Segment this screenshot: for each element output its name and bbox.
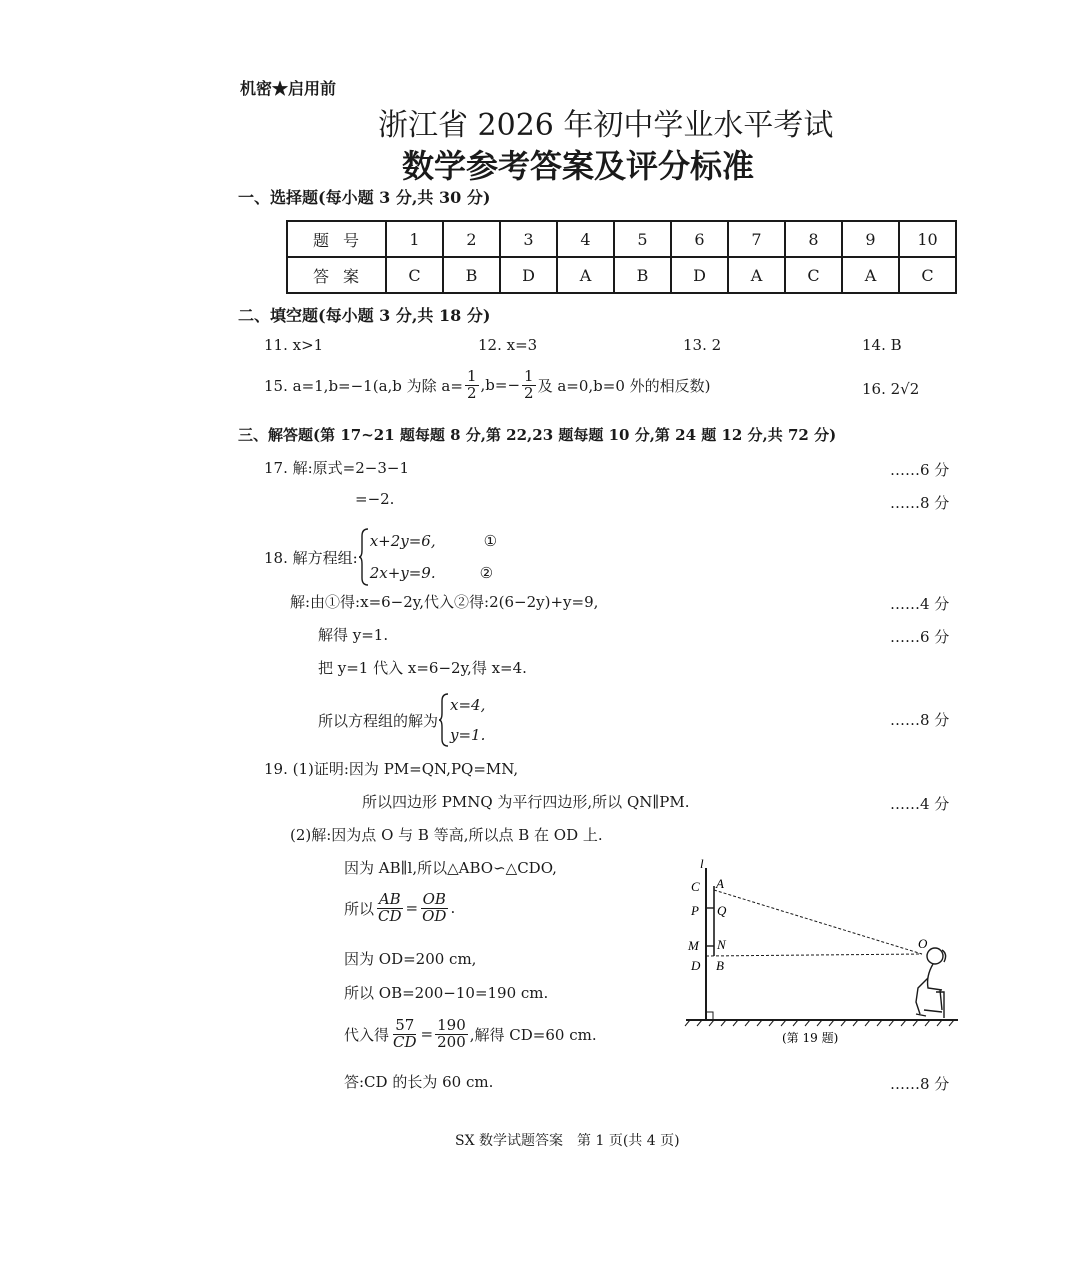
answer-q13: 13. 2: [683, 336, 722, 354]
question-number: 6: [671, 221, 728, 257]
q19-score2: ……8 分: [890, 1075, 950, 1093]
answer-table: [286, 220, 957, 294]
section3-heading: 三、解答题(第 17~21 题每题 8 分,第 22,23 题每题 10 分,第 24 题 12 分,共 72 分): [238, 426, 837, 444]
q19-line2: 所以四边形 PMNQ 为平行四边形,所以 QN∥PM.: [362, 793, 690, 811]
sight-line-oa: [714, 890, 922, 954]
answer-cell: C: [386, 257, 443, 293]
label-q: Q: [717, 903, 727, 918]
sight-line-od: [706, 954, 922, 956]
answer-q14: 14. B: [862, 336, 902, 354]
q18-solution: [318, 690, 485, 750]
page-title: 浙江省 2026 年初中学业水平考试: [378, 108, 834, 143]
q19-answer: 答:CD 的长为 60 cm.: [344, 1073, 494, 1091]
q18-score1: ……4 分: [890, 595, 950, 613]
q15-part3: 及 a=0,b=0 外的相反数): [537, 376, 711, 395]
label-p: P: [691, 903, 699, 918]
page-footer: SX 数学试题答案 第 1 页(共 4 页): [455, 1133, 680, 1149]
answer-q16: 16. 2√2: [862, 380, 920, 398]
q17-line1: 17. 解:原式=2−3−1: [264, 459, 410, 477]
q19-substitution-tail: ,解得 CD=60 cm.: [469, 1025, 597, 1044]
label-a: A: [716, 876, 724, 891]
answer-cell: C: [899, 257, 956, 293]
fraction-ob-od: $\frac{OB}{OD}$: [422, 890, 447, 925]
circled-1-mark: ①: [483, 532, 498, 550]
q18-equation1: x+2y=6,: [369, 532, 436, 550]
q18-label: 18. 解方程组:: [264, 548, 358, 567]
q18-score2: ……6 分: [890, 628, 950, 646]
q15-part2: ,b=−: [480, 376, 521, 395]
answer-cell: A: [842, 257, 899, 293]
q19-line7: 所以 OB=200−10=190 cm.: [344, 984, 549, 1002]
q18-score3: ……8 分: [890, 711, 950, 729]
answer-q11: 11. x>1: [264, 336, 324, 354]
answer-cell: B: [614, 257, 671, 293]
q18-step1: 解:由①得:x=6−2y,代入②得:2(6−2y)+y=9,: [290, 593, 599, 611]
question-number: 10: [899, 221, 956, 257]
label-o: O: [918, 936, 928, 951]
row-label-question: 题号: [287, 221, 386, 257]
q18-step3: 把 y=1 代入 x=6−2y,得 x=4.: [318, 659, 527, 677]
q18-solution-y: y=1.: [450, 726, 486, 744]
section1-heading: 一、选择题(每小题 3 分,共 30 分): [238, 188, 491, 207]
q19-line1: 19. (1)证明:因为 PM=QN,PQ=MN,: [264, 760, 519, 778]
q15-part1: 15. a=1,b=−1(a,b 为除 a=: [264, 376, 463, 395]
label-m: M: [688, 938, 699, 953]
q18-equation2: 2x+y=9.: [369, 564, 436, 582]
answer-cell: D: [671, 257, 728, 293]
answer-q12: 12. x=3: [478, 336, 538, 354]
question-number: 9: [842, 221, 899, 257]
q15-fraction-half: $\frac{1}{2}$: [524, 367, 534, 402]
figure-caption: (第 19 题): [782, 1031, 839, 1045]
confidential-label: 机密★启用前: [240, 79, 337, 98]
q18-step2: 解得 y=1.: [318, 626, 389, 644]
q18-system: [264, 525, 497, 589]
question-number-row: [287, 221, 956, 257]
left-brace-icon: [358, 528, 370, 586]
seated-person-icon: [916, 948, 946, 1018]
fraction-190-200: $\frac{190}{200}$: [437, 1016, 466, 1051]
question-number: 2: [443, 221, 500, 257]
label-b: B: [716, 958, 724, 973]
q17-score2: ……8 分: [890, 494, 950, 512]
q19-substitution-label: 代入得: [344, 1025, 390, 1044]
answer-q15: [264, 369, 711, 402]
question-number: 8: [785, 221, 842, 257]
q19-line6: 因为 OD=200 cm,: [344, 950, 477, 968]
q15-fraction-half: $\frac{1}{2}$: [466, 367, 477, 402]
answer-cell: C: [785, 257, 842, 293]
label-d: D: [691, 958, 701, 973]
q18-solution-x: x=4,: [450, 696, 486, 714]
q19-ratio: 所以 $\frac{AB}{CD}$ = $\frac{OB}{OD}$ .: [344, 890, 456, 925]
answer-row: [287, 257, 956, 293]
q19-figure: [680, 852, 970, 1052]
q19-ratio-label: 所以: [344, 899, 375, 918]
fraction-ab-cd: $\frac{AB}{CD}$: [378, 890, 402, 925]
question-number: 7: [728, 221, 785, 257]
q19-line3: (2)解:因为点 O 与 B 等高,所以点 B 在 OD 上.: [290, 826, 603, 844]
label-n: N: [717, 937, 726, 952]
left-brace-icon: [438, 693, 450, 747]
question-number: 3: [500, 221, 557, 257]
right-angle-mark: [706, 1012, 713, 1020]
label-c: C: [691, 879, 700, 894]
question-number: 5: [614, 221, 671, 257]
row-label-answer: 答案: [287, 257, 386, 293]
answer-cell: D: [500, 257, 557, 293]
q19-score1: ……4 分: [890, 795, 950, 813]
answer-cell: A: [728, 257, 785, 293]
section2-heading: 二、填空题(每小题 3 分,共 18 分): [238, 306, 491, 325]
q17-score1: ……6 分: [890, 461, 950, 479]
label-l: l: [700, 856, 704, 871]
question-number: 1: [386, 221, 443, 257]
question-number: 4: [557, 221, 614, 257]
page-subtitle: 数学参考答案及评分标准: [402, 147, 755, 185]
fraction-57-cd: $\frac{57}{CD}$: [393, 1016, 417, 1051]
q19-substitution: 代入得 $\frac{57}{CD}$ = $\frac{190}{200}$ ,解得 CD=60 cm.: [344, 1016, 597, 1051]
answer-cell: A: [557, 257, 614, 293]
q19-line4: 因为 AB∥l,所以△ABO∽△CDO,: [344, 859, 557, 877]
answer-cell: B: [443, 257, 500, 293]
q18-solution-label: 所以方程组的解为: [318, 711, 439, 730]
circled-2-mark: ②: [479, 564, 494, 582]
q17-line2: =−2.: [355, 490, 395, 508]
